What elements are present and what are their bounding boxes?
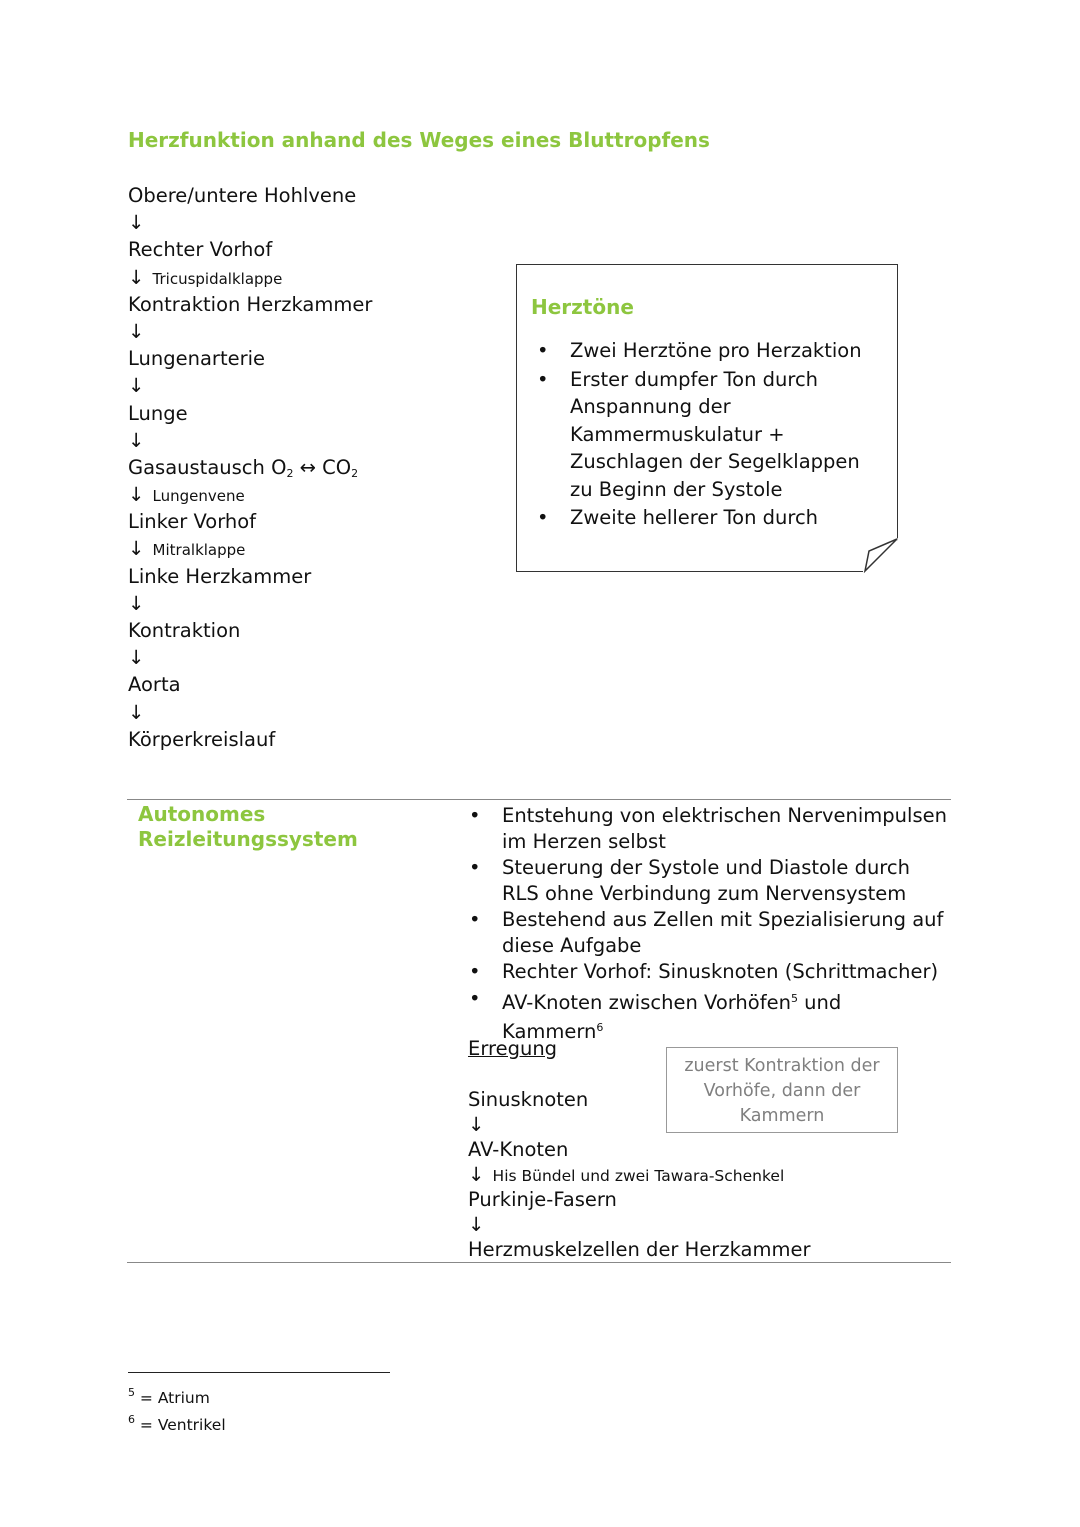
down-arrow-icon: ↓ <box>468 1163 485 1186</box>
erregung-heading: Erregung <box>468 1037 558 1060</box>
down-arrow-icon: ↓ <box>128 211 145 235</box>
footnote: $^5$ = Atrium <box>128 1386 210 1407</box>
flow-step: Lungenarterie <box>128 347 266 371</box>
down-arrow-icon: ↓ <box>128 646 145 670</box>
valve-note: Mitralklappe <box>152 541 246 560</box>
table-top-rule <box>127 799 951 800</box>
contraction-callout-box: zuerst Kontraktion der Vorhöfe, dann der Kammern <box>666 1047 898 1133</box>
down-arrow-icon: ↓ <box>128 537 145 561</box>
flow-step: Linke Herzkammer <box>128 564 312 588</box>
blood-path-flow <box>128 182 372 753</box>
down-arrow-icon: ↓ <box>128 428 145 452</box>
rls-list <box>468 803 948 1046</box>
footnote: $^6$ = Ventrikel <box>128 1413 226 1434</box>
bullet-icon: • <box>537 506 549 529</box>
footnote-ref[interactable]: 5 <box>790 991 798 1005</box>
down-arrow-icon: ↓ <box>128 374 145 398</box>
bullet-icon: • <box>469 986 481 1010</box>
flow-step: Rechter Vorhof <box>128 238 273 262</box>
list-item: • Bestehend aus Zellen mit Spezialisierung auf diese Aufgabe <box>469 908 944 957</box>
list-item: • Zwei Herztöne pro Herzaktion <box>531 337 881 365</box>
rls-title: Autonomes Reizleitungssystem <box>138 802 358 851</box>
bullet-icon: • <box>469 960 481 983</box>
bullet-icon: • <box>469 856 481 879</box>
footnote-ref[interactable]: 6 <box>596 1021 604 1034</box>
bullet-icon: • <box>537 339 549 362</box>
down-arrow-icon: ↓ <box>128 700 145 724</box>
footnotes <box>128 1382 226 1436</box>
list-item: • Steuerung der Systole und Diastole durch RLS ohne Verbindung zum Nervensystem <box>469 856 910 905</box>
list-item: • Erster dumpfer Ton durch Anspannung der Kammermuskulatur + Zuschlagen der Segelklappen zu Beginn der Systole <box>537 367 860 501</box>
footnote-separator <box>128 1372 390 1373</box>
bullet-icon: • <box>537 367 549 391</box>
down-arrow-icon: ↓ <box>128 265 145 289</box>
flow-step: Herzmuskelzellen der Herzkammer <box>468 1238 811 1261</box>
list-item: • AV-Knoten zwischen Vorhöfen$^5$ und Kammern$^6$ <box>469 986 842 1043</box>
down-arrow-icon: ↓ <box>128 591 145 615</box>
page-title: Herzfunktion anhand des Weges eines Bluttropfens <box>128 128 710 152</box>
vessel-note: Lungenvene <box>152 487 245 506</box>
flow-step: Obere/untere Hohlvene <box>128 184 357 207</box>
flow-step: Körperkreislauf <box>128 727 276 751</box>
table-bottom-rule <box>127 1262 951 1263</box>
conduction-note: His Bündel und zwei Tawara-Schenkel <box>492 1167 785 1185</box>
page-curl-icon <box>863 537 899 573</box>
herztoene-title: Herztöne <box>531 295 634 319</box>
list-item: • Entstehung von elektrischen Nervenimpulsen im Herzen selbst <box>469 804 947 853</box>
down-arrow-icon: ↓ <box>468 1213 485 1236</box>
down-arrow-icon: ↓ <box>128 319 145 343</box>
valve-note: Tricuspidalklappe <box>152 269 283 288</box>
flow-step: Lunge <box>128 401 188 425</box>
flow-arrow-with-note <box>468 1162 810 1187</box>
flow-step: Kontraktion <box>128 619 241 642</box>
bullet-icon: • <box>469 908 481 931</box>
flow-arrow-with-note <box>128 264 372 291</box>
flow-arrow-with-note <box>128 481 372 508</box>
flow-step: Sinusknoten <box>468 1088 589 1111</box>
list-item: • Zweite hellerer Ton durch <box>531 504 881 532</box>
list-item: • Rechter Vorhof: Sinusknoten (Schrittmacher) <box>469 960 939 983</box>
flow-arrow-with-note <box>128 535 372 562</box>
down-arrow-icon: ↓ <box>468 1113 485 1136</box>
bullet-icon: • <box>469 804 481 827</box>
flow-step: AV-Knoten <box>468 1138 569 1161</box>
flow-step: Purkinje-Fasern <box>468 1188 617 1211</box>
herztoene-list <box>531 337 881 533</box>
flow-step-gas-exchange: Gasaustausch $O_2$ ↔ $CO_2$ <box>128 455 359 480</box>
herztoene-note-box <box>516 264 898 572</box>
flow-step: Kontraktion Herzkammer <box>128 292 373 316</box>
down-arrow-icon: ↓ <box>128 483 145 507</box>
flow-step: Linker Vorhof <box>128 510 257 534</box>
flow-step: Aorta <box>128 673 181 697</box>
